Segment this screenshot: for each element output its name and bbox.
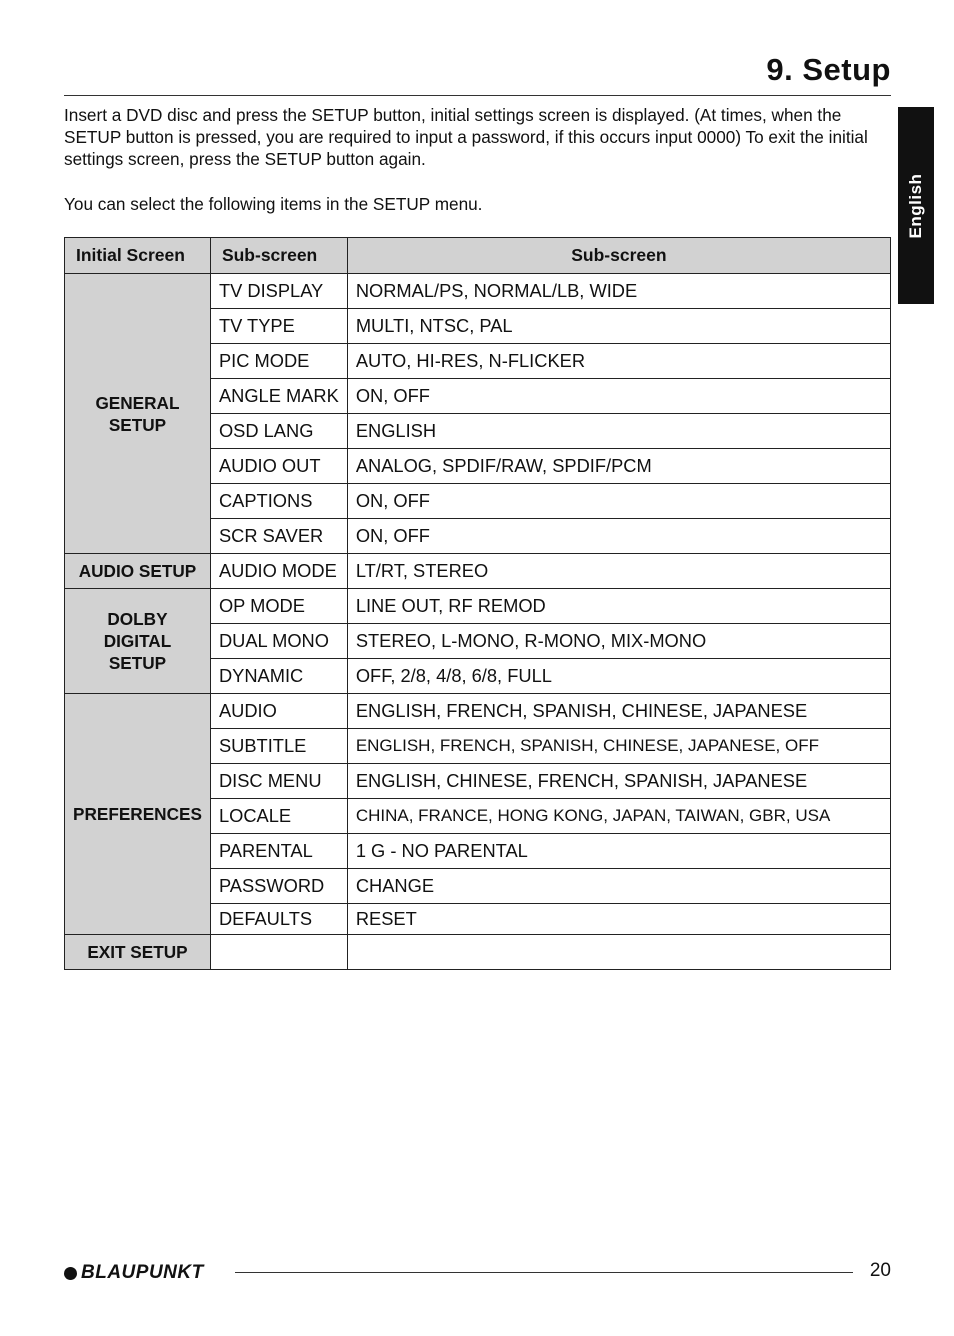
options-cell: ENGLISH (347, 414, 890, 449)
options-cell (347, 935, 890, 970)
column-header: Sub-screen (210, 238, 347, 274)
options-cell: ON, OFF (347, 519, 890, 554)
item-cell: LOCALE (210, 799, 347, 834)
options-cell: OFF, 2/8, 4/8, 6/8, FULL (347, 659, 890, 694)
item-cell: DEFAULTS (210, 904, 347, 935)
table-header-row (65, 238, 891, 274)
intro-text (64, 104, 879, 215)
item-cell: TV TYPE (210, 309, 347, 344)
options-cell: ON, OFF (347, 379, 890, 414)
intro-paragraph: You can select the following items in the SETUP menu. (64, 194, 483, 214)
options-cell: ENGLISH, CHINESE, FRENCH, SPANISH, JAPANESE (347, 764, 890, 799)
item-cell: TV DISPLAY (210, 274, 347, 309)
title-divider (64, 95, 891, 96)
item-cell: SUBTITLE (210, 729, 347, 764)
options-cell: NORMAL/PS, NORMAL/LB, WIDE (347, 274, 890, 309)
column-header: Sub-screen (347, 238, 890, 274)
options-cell: ANALOG, SPDIF/RAW, SPDIF/PCM (347, 449, 890, 484)
item-cell: PASSWORD (210, 869, 347, 904)
options-cell: MULTI, NTSC, PAL (347, 309, 890, 344)
options-cell: STEREO, L-MONO, R-MONO, MIX-MONO (347, 624, 890, 659)
table-row (65, 554, 891, 589)
item-cell: AUDIO (210, 694, 347, 729)
group-cell: AUDIO SETUP (65, 554, 211, 589)
options-cell: CHINA, FRANCE, HONG KONG, JAPAN, TAIWAN, GBR, USA (347, 799, 890, 834)
item-cell: CAPTIONS (210, 484, 347, 519)
group-cell: DOLBY DIGITAL SETUP (65, 589, 211, 694)
options-cell: LINE OUT, RF REMOD (347, 589, 890, 624)
item-cell: DUAL MONO (210, 624, 347, 659)
language-tab-label: English (906, 173, 925, 238)
table-row (65, 274, 891, 309)
group-cell: EXIT SETUP (65, 935, 211, 970)
brand-name: BLAUPUNKT (81, 1262, 204, 1283)
options-cell: RESET (347, 904, 890, 935)
item-cell: AUDIO OUT (210, 449, 347, 484)
options-cell: ENGLISH, FRENCH, SPANISH, CHINESE, JAPANESE, OFF (347, 729, 890, 764)
options-cell: 1 G - NO PARENTAL (347, 834, 890, 869)
language-tab (898, 107, 934, 304)
item-cell: DISC MENU (210, 764, 347, 799)
item-cell: OSD LANG (210, 414, 347, 449)
options-cell: ON, OFF (347, 484, 890, 519)
item-cell: SCR SAVER (210, 519, 347, 554)
table-row (65, 694, 891, 729)
logo-dot-icon (64, 1267, 77, 1280)
footer-divider (235, 1272, 853, 1273)
item-cell: ANGLE MARK (210, 379, 347, 414)
options-cell: CHANGE (347, 869, 890, 904)
item-cell: PIC MODE (210, 344, 347, 379)
item-cell: OP MODE (210, 589, 347, 624)
item-cell: PARENTAL (210, 834, 347, 869)
item-cell (210, 935, 347, 970)
page-number: 20 (869, 1260, 891, 1281)
page-title: 9. Setup (766, 52, 891, 87)
setup-menu-table (64, 237, 891, 970)
table-row (65, 589, 891, 624)
intro-paragraph: Insert a DVD disc and press the SETUP button, initial settings screen is displayed. (At times, when the SETUP button is pressed, you are required to input a password, if this occurs input 0000) To exit the initial settings screen, press the SETUP button again. (64, 105, 868, 169)
item-cell: DYNAMIC (210, 659, 347, 694)
brand-logo (64, 1262, 204, 1284)
options-cell: AUTO, HI-RES, N-FLICKER (347, 344, 890, 379)
item-cell: AUDIO MODE (210, 554, 347, 589)
options-cell: ENGLISH, FRENCH, SPANISH, CHINESE, JAPANESE (347, 694, 890, 729)
table-row (65, 935, 891, 970)
options-cell: LT/RT, STEREO (347, 554, 890, 589)
group-cell: PREFERENCES (65, 694, 211, 935)
group-cell: GENERAL SETUP (65, 274, 211, 554)
column-header: Initial Screen (65, 238, 211, 274)
